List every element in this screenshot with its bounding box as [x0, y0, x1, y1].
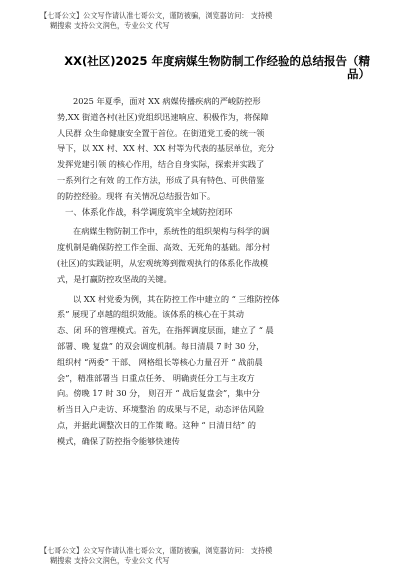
paragraph-intro — [57, 94, 357, 205]
header-note — [40, 11, 380, 31]
header-note-line-1: 【七哥公文】公文写作请认准七哥公文，谨防被骗，浏览器访问： 支持模 — [40, 11, 273, 20]
document-title — [40, 55, 370, 81]
paragraph-example — [57, 292, 357, 450]
text-line: 度机制是确保防控工作全面、高效、无死角的基础。部分村 — [57, 242, 270, 253]
footer-note — [40, 546, 380, 566]
text-line: 析当日入户走访、环境整治 的成果与不足，动态评估风险 — [57, 404, 265, 415]
text-line: 态、闭 环的管理模式。首先，在指挥调度层面，建立了 “ 晨 — [57, 325, 274, 336]
title-line-2: 品） — [347, 67, 370, 81]
text-line: 人民群 众生命健康安全置于首位。在街道党工委的统一领 — [57, 127, 265, 138]
section-heading-1 — [57, 205, 357, 221]
paragraph-system — [57, 224, 357, 287]
title-line-1: XX(社区)2025 年度病媒生物防制工作经验的总结报告（精 — [64, 54, 370, 68]
text-line: 2025 年夏季，面对 XX 病媒传播疾病的严峻防控形 — [73, 96, 261, 106]
text-line: 以 XX 村党委为例，其在防控工作中建立的 “ 三维防控体 — [73, 293, 280, 304]
footer-note-line-2: 糊搜索 支持公文润色，专业公文 代写 — [50, 556, 170, 565]
text-line: 的防控经验。现将 有关情况总结报告如下。 — [57, 190, 216, 201]
text-line: 在病媒生物防制工作中，系统性的组织架构与科学的调 — [73, 226, 270, 237]
text-line: 模式，确保了防控指令能够快速传 — [57, 435, 180, 446]
text-line: 组织村 “两委” 干部、 网格组长等核心力量召开 “ 战前晨 — [57, 356, 263, 367]
text-line: (社区)的实践证明，从宏观统筹到微观执行的体系化作战模 — [57, 257, 269, 268]
text-line: 发挥党建引领 的核心作用，结合自身实际，探索并实践了 — [57, 159, 265, 170]
heading-line: 一、体系化作战，科学调度筑牢全域防控闭环 — [65, 206, 233, 217]
text-line: 会”，精准部署当 日重点任务、 明确责任分工与主攻方 — [57, 372, 255, 383]
header-note-line-2: 糊搜索 支持公文润色，专业公文 代写 — [50, 21, 170, 30]
text-line: 势,XX 街道各村(社区)党组织迅速响应、积极作为，将保障 — [57, 111, 269, 122]
text-line: 导下，以 XX 村、XX 村、XX 村等为代表的基层单位，充分 — [57, 143, 275, 154]
text-line: 式，是打赢防控攻坚战的关键。 — [57, 273, 172, 284]
text-line: 向。傍晚 17 时 30 分， 则召开 “ 战后复盘会”，集中分 — [57, 388, 260, 399]
text-line: 点，并据此调整次日的工作策 略。这种 “ 日清日结” 的 — [57, 419, 256, 430]
text-line: 部署、晚 复盘” 的双会调度机制。每日清晨 7 时 30 分， — [57, 340, 265, 351]
text-line: 一系列行之有效 的工作方法，形成了具有特色、可供借鉴 — [57, 174, 265, 185]
footer-note-line-1: 【七哥公文】公文写作请认准七哥公文，谨防被骗，浏览器访问： 支持模 — [40, 546, 273, 555]
text-line: 系” 展现了卓越的组织效能。该体系的核心在于其动 — [57, 309, 244, 320]
document-body — [57, 94, 357, 450]
